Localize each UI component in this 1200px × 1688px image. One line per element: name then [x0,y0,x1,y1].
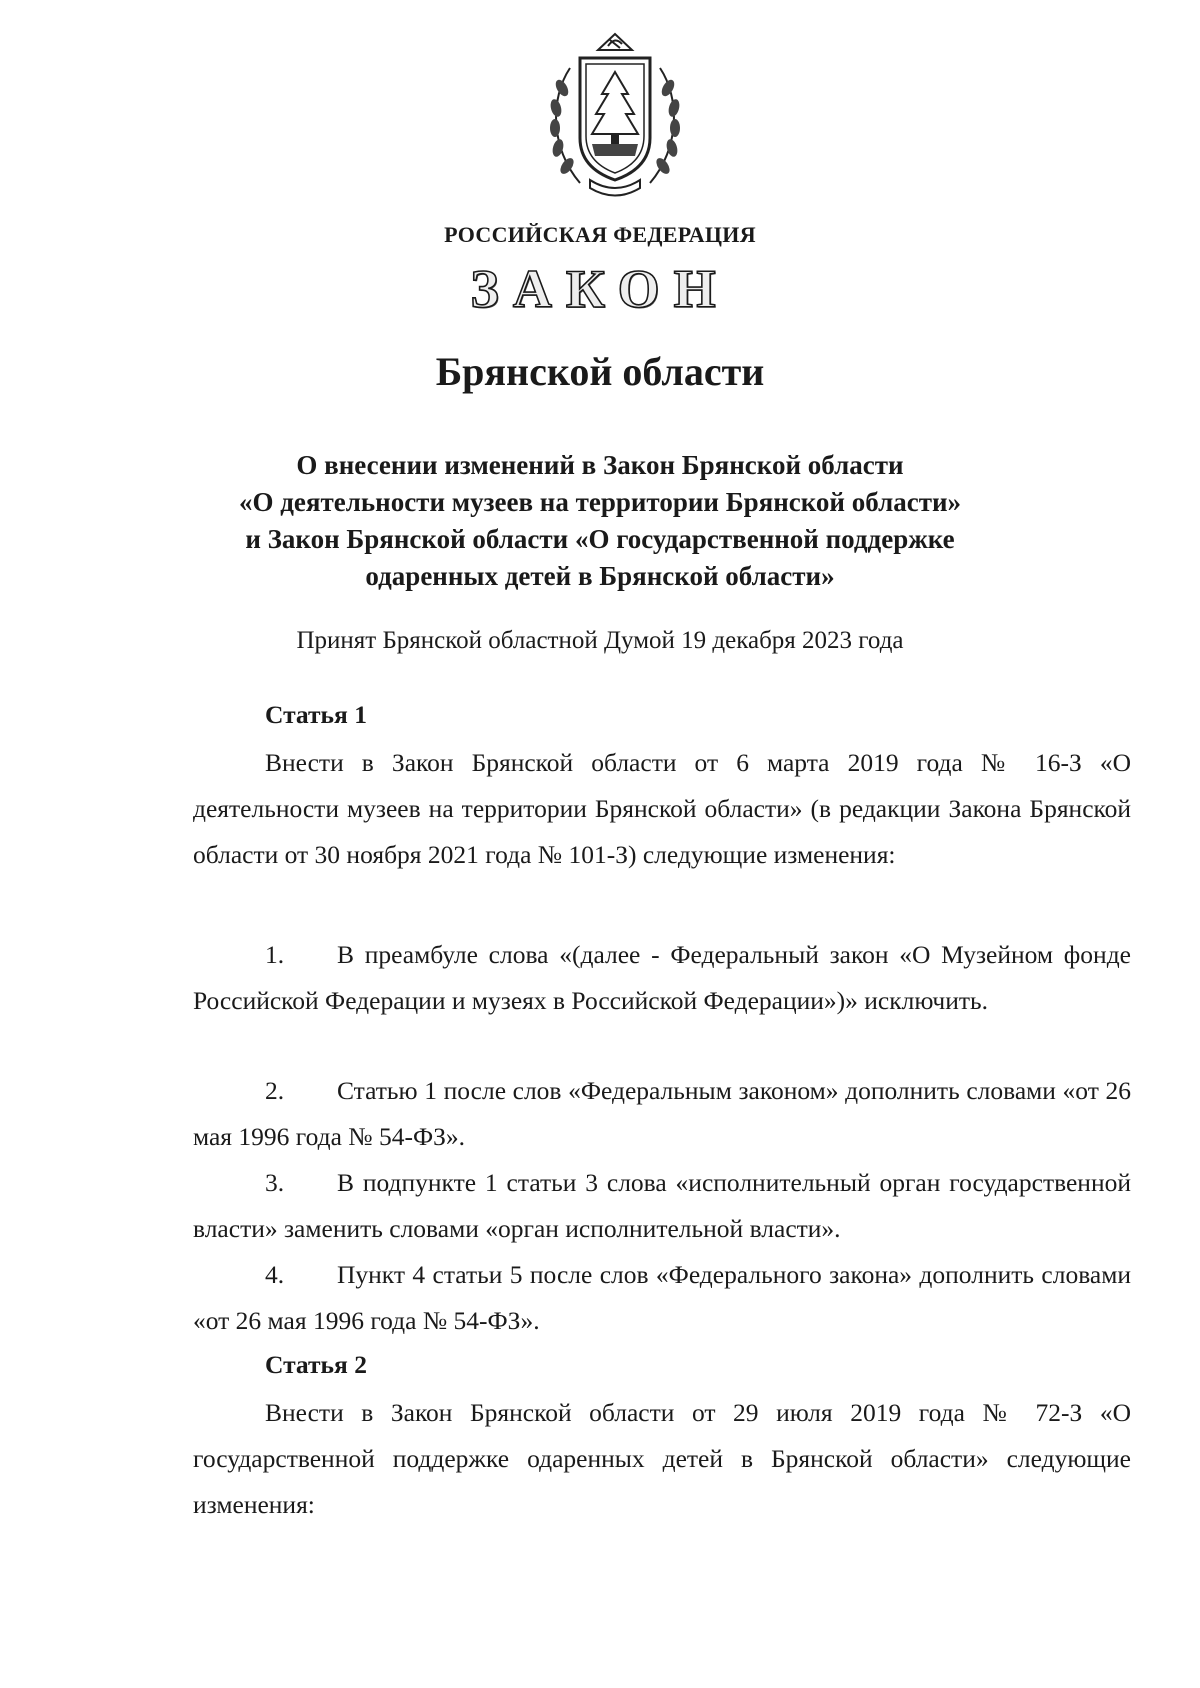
law-title-line: одаренных детей в Брянской области» [365,561,835,591]
article-2-body [193,1390,1131,1528]
amendment-item [193,932,1131,1024]
coat-of-arms-emblem [540,28,690,203]
article-2-intro: Внести в Закон Брянской области от 29 июля 2019 года № 72-З «О государственной поддержке одаренных детей в Брянской области» следующие изменения: [193,1398,1131,1519]
article-1-items [193,1068,1131,1160]
amendment-item [193,1160,1131,1252]
item-number: 4. [265,1260,285,1289]
item-text: В преамбуле слова «(далее - Федеральный закон «О Музейном фонде Российской Федерации и музеях в Российской Федерации»)» исключить. [193,940,1131,1015]
item-text: Статью 1 после слов «Федеральным законом» дополнить словами «от 26 мая 1996 года № 54-ФЗ». [193,1076,1131,1151]
law-title-line: и Закон Брянской области «О государственной поддержке [245,524,955,554]
adoption-note: Принят Брянской областной Думой 19 декабря 2023 года [296,627,904,654]
region-heading: Брянской области [435,349,765,394]
article-2-heading: Статья 2 [265,1350,367,1379]
law-title-line: О внесении изменений в Закон Брянской области [296,450,904,480]
amendment-item [193,1068,1131,1160]
item-text: В подпункте 1 статьи 3 слова «исполнительный орган государственной власти» заменить словами «орган исполнительной власти». [193,1168,1131,1243]
article-1-items [193,932,1131,1024]
item-number: 3. [265,1168,285,1197]
country-heading: РОССИЙСКАЯ ФЕДЕРАЦИЯ [444,222,756,247]
item-text: Пункт 4 статьи 5 после слов «Федерального закона» дополнить словами «от 26 мая 1996 года № 54-ФЗ». [193,1260,1131,1335]
document-type-heading: ЗАКОН [470,259,730,319]
article-1-intro: Внести в Закон Брянской области от 6 марта 2019 года № 16-З «О деятельности музеев на территории Брянской области» (в редакции Закона Брянской области от 30 ноября 2021 года № 101-З) следующие изменения: [193,748,1131,869]
article-1-items [193,1252,1131,1344]
law-title-line: «О деятельности музеев на территории Брянской области» [238,487,962,517]
law-title [180,447,1020,595]
article-1-body [193,740,1131,878]
item-number: 2. [265,1076,285,1105]
amendment-item [193,1252,1131,1344]
item-number: 1. [265,940,285,969]
article-1-items [193,1160,1131,1252]
article-1-heading: Статья 1 [265,700,367,729]
